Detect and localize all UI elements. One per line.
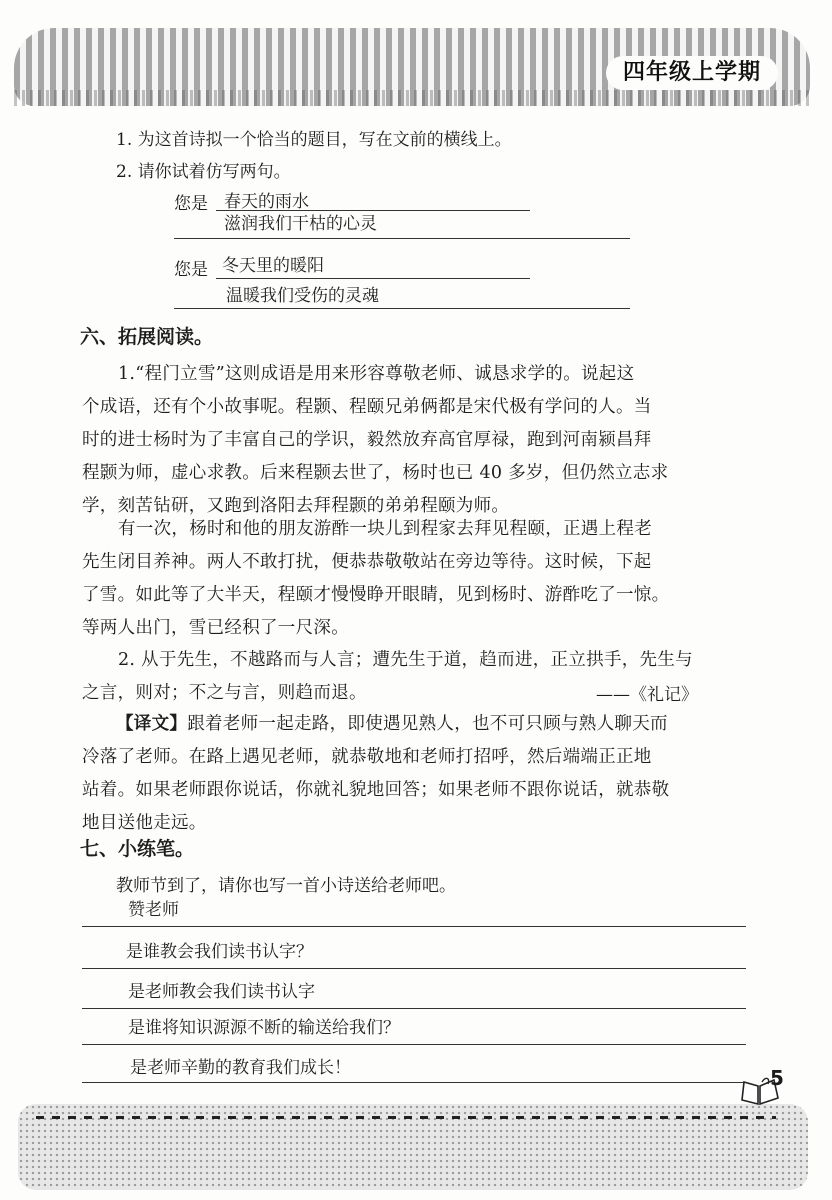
poem-line: 是谁教会我们读书认字？ bbox=[126, 942, 313, 962]
passage-line: 个成语，还有个小故事呢。程颢、程颐兄弟俩都是宋代极有学问的人。当 bbox=[82, 397, 652, 417]
passage-line: 先生闭目养神。两人不敢打扰，便恭恭敬敬站在旁边等待。这时候，下起 bbox=[82, 552, 652, 572]
section-7-title: 七、小练笔。 bbox=[80, 838, 195, 860]
passage-line: 之言，则对；不之与言，则趋而退。 bbox=[82, 683, 367, 703]
question-1: 1. 为这首诗拟一个恰当的题目，写在文前的横线上。 bbox=[116, 130, 512, 150]
footer-dashed-line bbox=[36, 1116, 776, 1119]
passage-line: 学，刻苦钻研，又跑到洛阳去拜程颢的弟弟程颐为师。 bbox=[82, 496, 510, 516]
writing-line bbox=[82, 1008, 746, 1009]
passage-line: 了雪。如此等了大半天，程颐才慢慢睁开眼睛，见到杨时、游酢吃了一惊。 bbox=[82, 585, 670, 605]
passage-line: 程颢为师，虚心求教。后来程颢去世了，杨时也已 40 多岁，但仍然立志求 bbox=[82, 463, 669, 483]
answer-line bbox=[216, 210, 530, 211]
passage-line: 时的进士杨时为了丰富自己的学识，毅然放弃高官厚禄，跑到河南颍昌拜 bbox=[82, 430, 652, 450]
translation-line: 冷落了老师。在路上遇见老师，就恭敬地和老师打招呼，然后端端正正地 bbox=[82, 747, 652, 767]
imitation-prefix-1: 您是 bbox=[174, 194, 208, 214]
writing-line bbox=[82, 1082, 746, 1083]
imitation-answer-2b: 温暖我们受伤的灵魂 bbox=[226, 286, 379, 306]
translation-label: 【译文】 bbox=[116, 714, 188, 734]
page-number: 5 bbox=[770, 1066, 784, 1090]
answer-line bbox=[216, 278, 530, 279]
passage-line: 2. 从于先生，不越路而与人言；遭先生于道，趋而进，正立拱手，先生与 bbox=[118, 650, 693, 670]
translation-line: 站着。如果老师跟你说话，你就礼貌地回答；如果老师不跟你说话，就恭敬 bbox=[82, 780, 670, 800]
writing-line bbox=[82, 1044, 746, 1045]
translation bbox=[82, 708, 669, 840]
poem-line: 是老师教会我们读书认字 bbox=[128, 982, 315, 1002]
passage-1 bbox=[82, 358, 668, 523]
translation-line: 地目送他走远。 bbox=[82, 813, 207, 833]
poem-line: 是谁将知识源源不断的输送给我们？ bbox=[128, 1018, 400, 1038]
passage-2 bbox=[82, 513, 669, 645]
answer-line bbox=[174, 238, 630, 239]
passage-3-source: ——《礼记》 bbox=[596, 685, 698, 705]
passage-line: 1.“程门立雪”这则成语是用来形容尊敬老师、诚恳求学的。说起这 bbox=[118, 364, 635, 384]
question-2: 2. 请你试着仿写两句。 bbox=[116, 162, 291, 182]
translation-line: 跟着老师一起走路，即使遇见熟人，也不可只顾与熟人聊天而 bbox=[187, 714, 668, 734]
grade-label: 四年级上学期 bbox=[606, 56, 778, 90]
section-6-title: 六、拓展阅读。 bbox=[80, 326, 214, 348]
imitation-answer-1a: 春天的雨水 bbox=[224, 192, 309, 212]
writing-prompt: 教师节到了，请你也写一首小诗送给老师吧。 bbox=[116, 876, 456, 896]
passage-line: 有一次，杨时和他的朋友游酢一块儿到程家去拜见程颐，正遇上程老 bbox=[118, 519, 652, 539]
imitation-answer-2a: 冬天里的暖阳 bbox=[222, 256, 324, 276]
imitation-prefix-2: 您是 bbox=[174, 260, 208, 280]
poem-line: 是老师辛勤的教育我们成长！ bbox=[130, 1058, 351, 1078]
writing-line bbox=[82, 968, 746, 969]
passage-line: 等两人出门，雪已经积了一尺深。 bbox=[82, 618, 349, 638]
writing-line bbox=[82, 926, 746, 927]
imitation-answer-1b: 滋润我们干枯的心灵 bbox=[224, 214, 377, 234]
answer-line bbox=[174, 308, 630, 309]
poem-title: 赞老师 bbox=[128, 900, 179, 920]
